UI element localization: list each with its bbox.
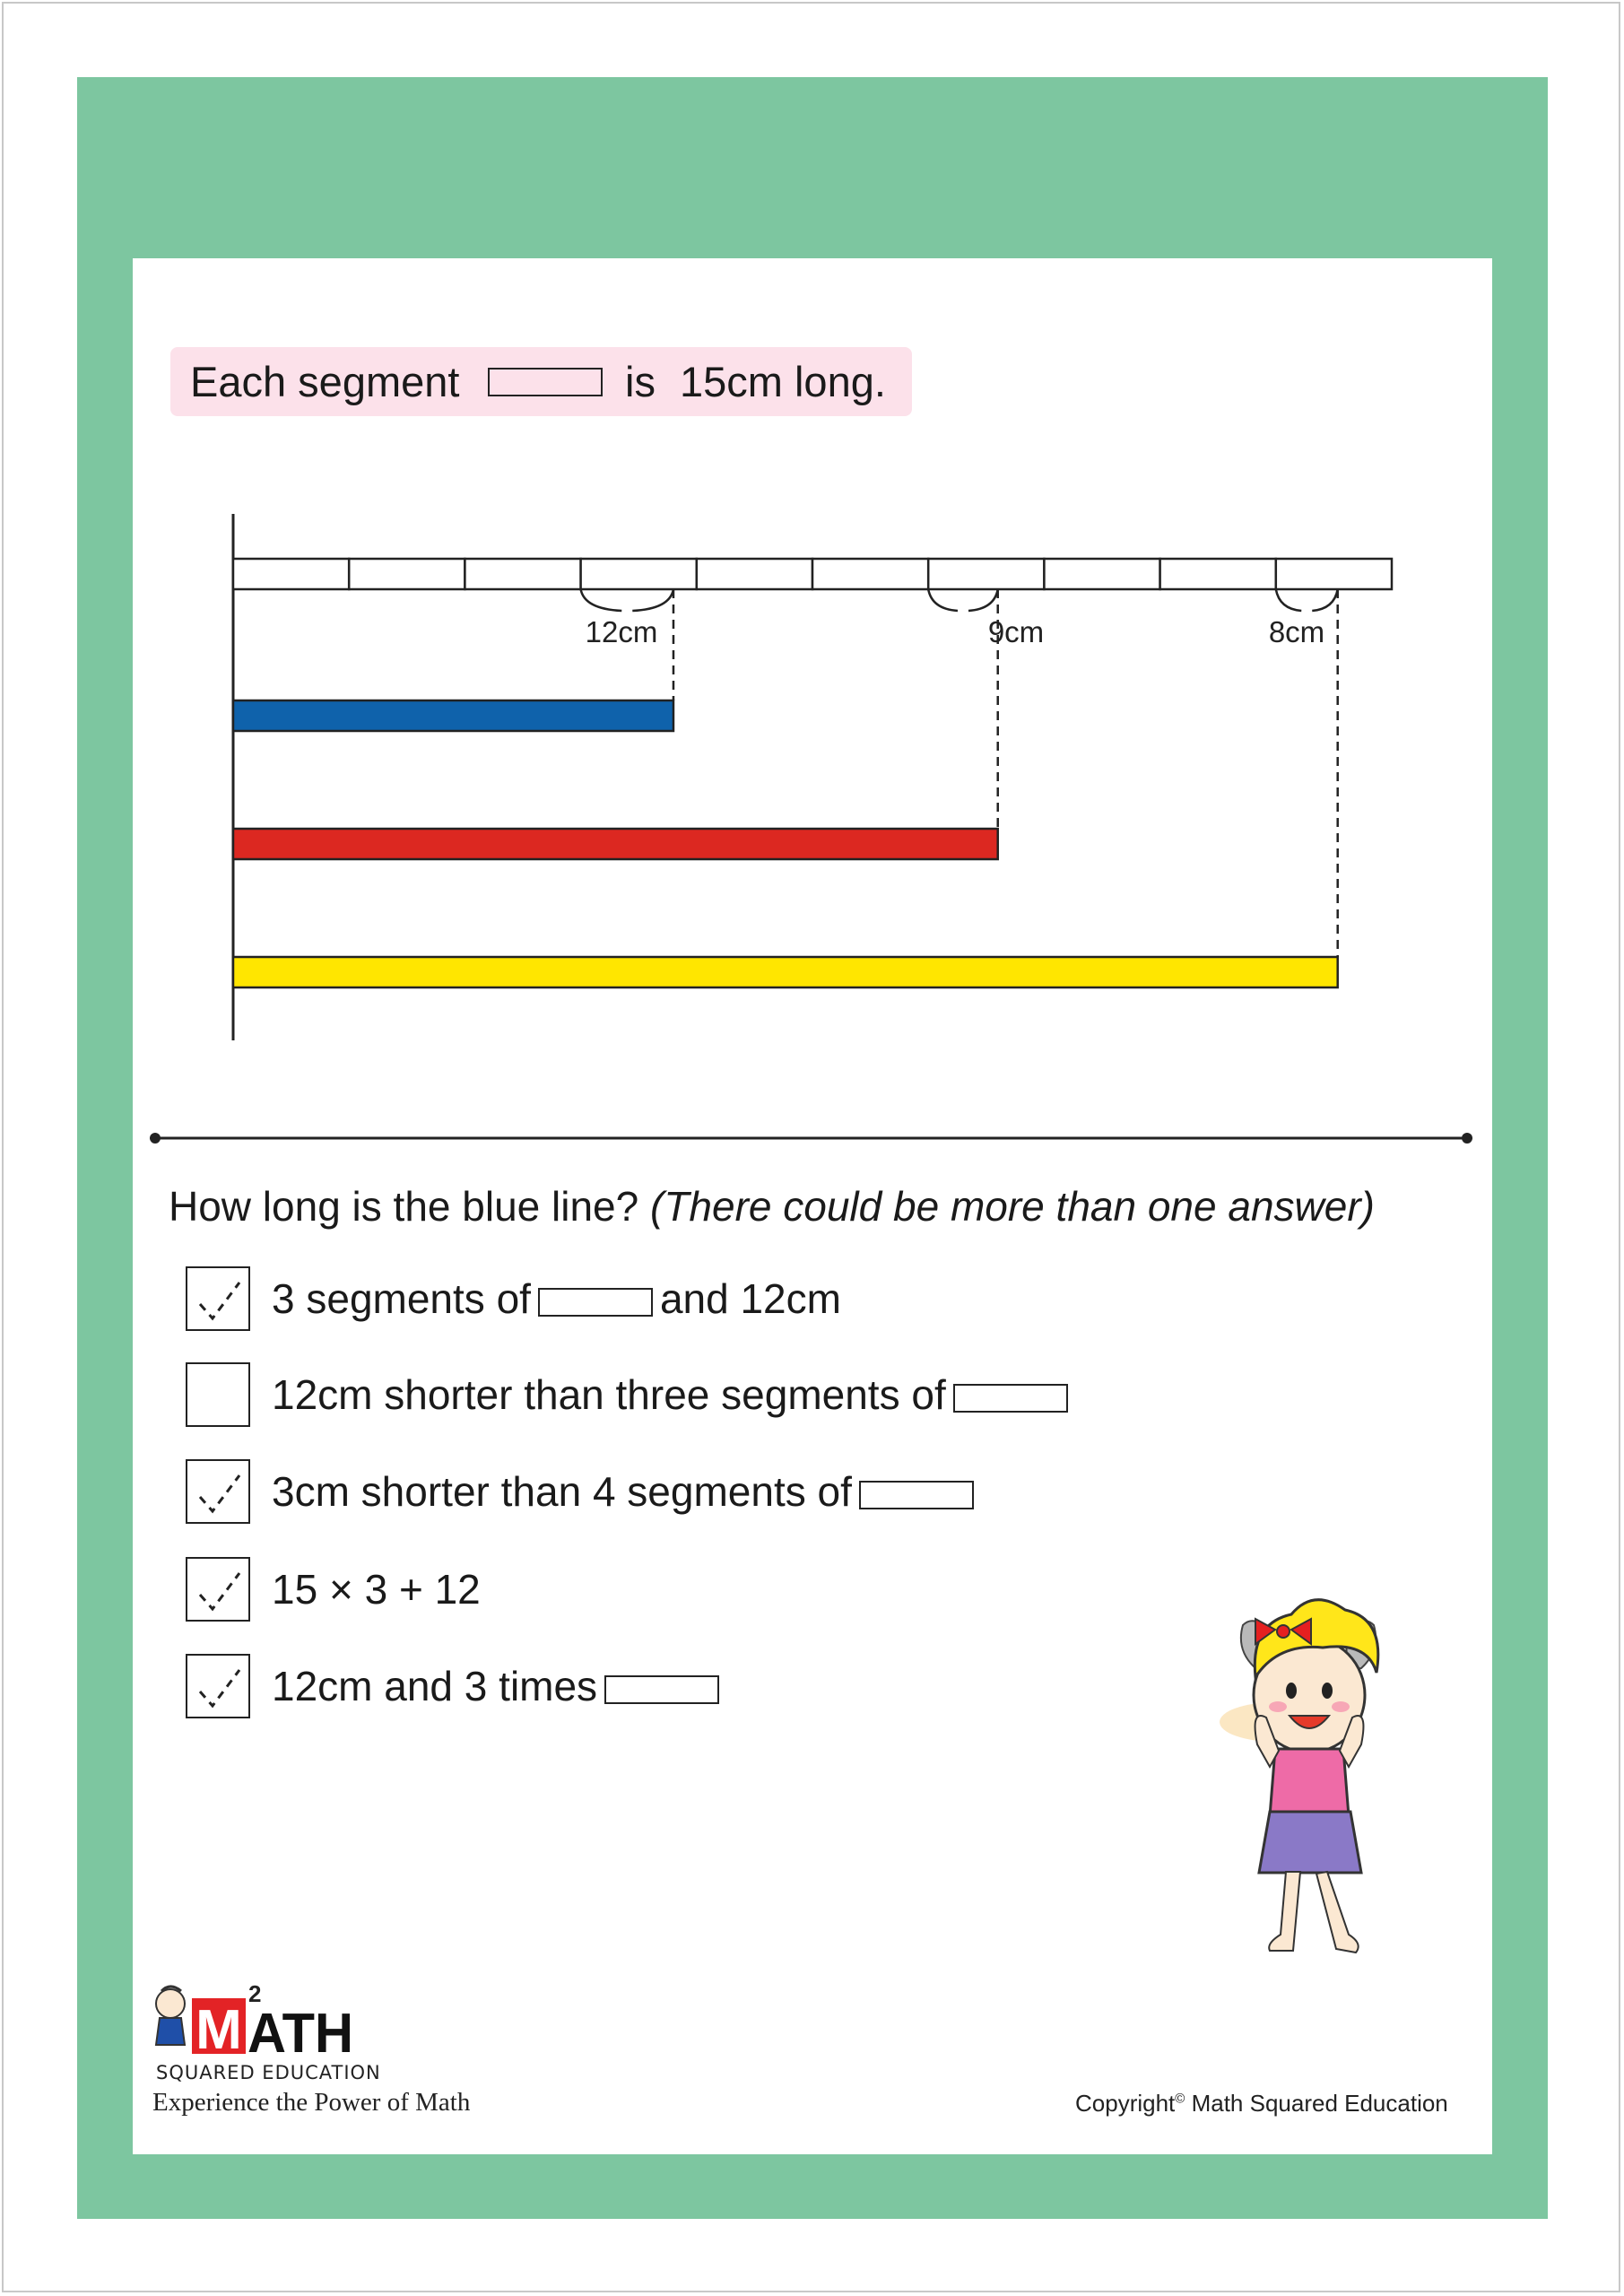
mascot-illustration: [1193, 1592, 1426, 1969]
info-is: is: [625, 358, 656, 405]
math-squared-logo: [151, 1982, 366, 2067]
segment-symbol: [859, 1481, 974, 1509]
answer-option[interactable]: [186, 1557, 1262, 1623]
info-length: 15cm long.: [680, 358, 886, 405]
copyright-notice: [1075, 2090, 1448, 2118]
question: [169, 1182, 1375, 1231]
answer-text-main: 15 × 3 + 12: [272, 1566, 481, 1613]
answer-text: [272, 1465, 981, 1518]
logo-tagline: Experience the Power of Math: [152, 2088, 471, 2117]
question-hint: (There could be more than one answer): [650, 1183, 1375, 1230]
answer-checkbox[interactable]: [186, 1557, 250, 1622]
answer-option[interactable]: [186, 1654, 1262, 1720]
checkmark-icon: [187, 1268, 252, 1333]
info-prefix: Each segment: [190, 358, 460, 405]
copyright-owner: Math Squared Education: [1191, 2090, 1448, 2117]
answer-text-main: 12cm and 3 times: [272, 1663, 598, 1709]
answer-text-main: 3cm shorter than 4 segments of: [272, 1468, 852, 1515]
answer-option[interactable]: [186, 1459, 1262, 1526]
label-12cm: 12cm: [585, 615, 658, 648]
answer-option[interactable]: [186, 1362, 1262, 1429]
answer-text-main: 12cm shorter than three segments of: [272, 1371, 946, 1418]
label-8cm: 8cm: [1268, 615, 1325, 648]
answer-checkbox[interactable]: [186, 1459, 250, 1524]
segment-symbol: [538, 1288, 653, 1317]
segment-symbol: [953, 1384, 1068, 1413]
checkmark-icon: [187, 1559, 252, 1623]
answer-checkbox[interactable]: [186, 1266, 250, 1331]
question-text: How long is the blue line?: [169, 1183, 639, 1230]
copyright-symbol: ©: [1175, 2091, 1185, 2107]
copyright-word: Copyright: [1075, 2090, 1176, 2117]
logo-m: M: [195, 1999, 242, 2061]
logo-superscript: 2: [248, 1982, 262, 2007]
checkmark-icon: [187, 1461, 252, 1526]
answer-text: [272, 1562, 481, 1616]
answer-text-main: 3 segments of: [272, 1275, 531, 1322]
answer-text-tail: and 12cm: [659, 1275, 841, 1322]
label-9cm: 9cm: [987, 615, 1045, 648]
segment-symbol: [604, 1675, 719, 1704]
logo-ath: ATH: [248, 2003, 353, 2065]
answer-checkbox[interactable]: [186, 1362, 250, 1427]
answer-text: [272, 1659, 726, 1713]
answer-text: [272, 1368, 1075, 1422]
answer-text: [272, 1272, 841, 1326]
checkmark-icon: [187, 1656, 252, 1720]
answer-checkbox[interactable]: [186, 1654, 250, 1718]
logo-subtitle: SQUARED EDUCATION: [156, 2062, 381, 2083]
answer-option[interactable]: [186, 1266, 1262, 1333]
